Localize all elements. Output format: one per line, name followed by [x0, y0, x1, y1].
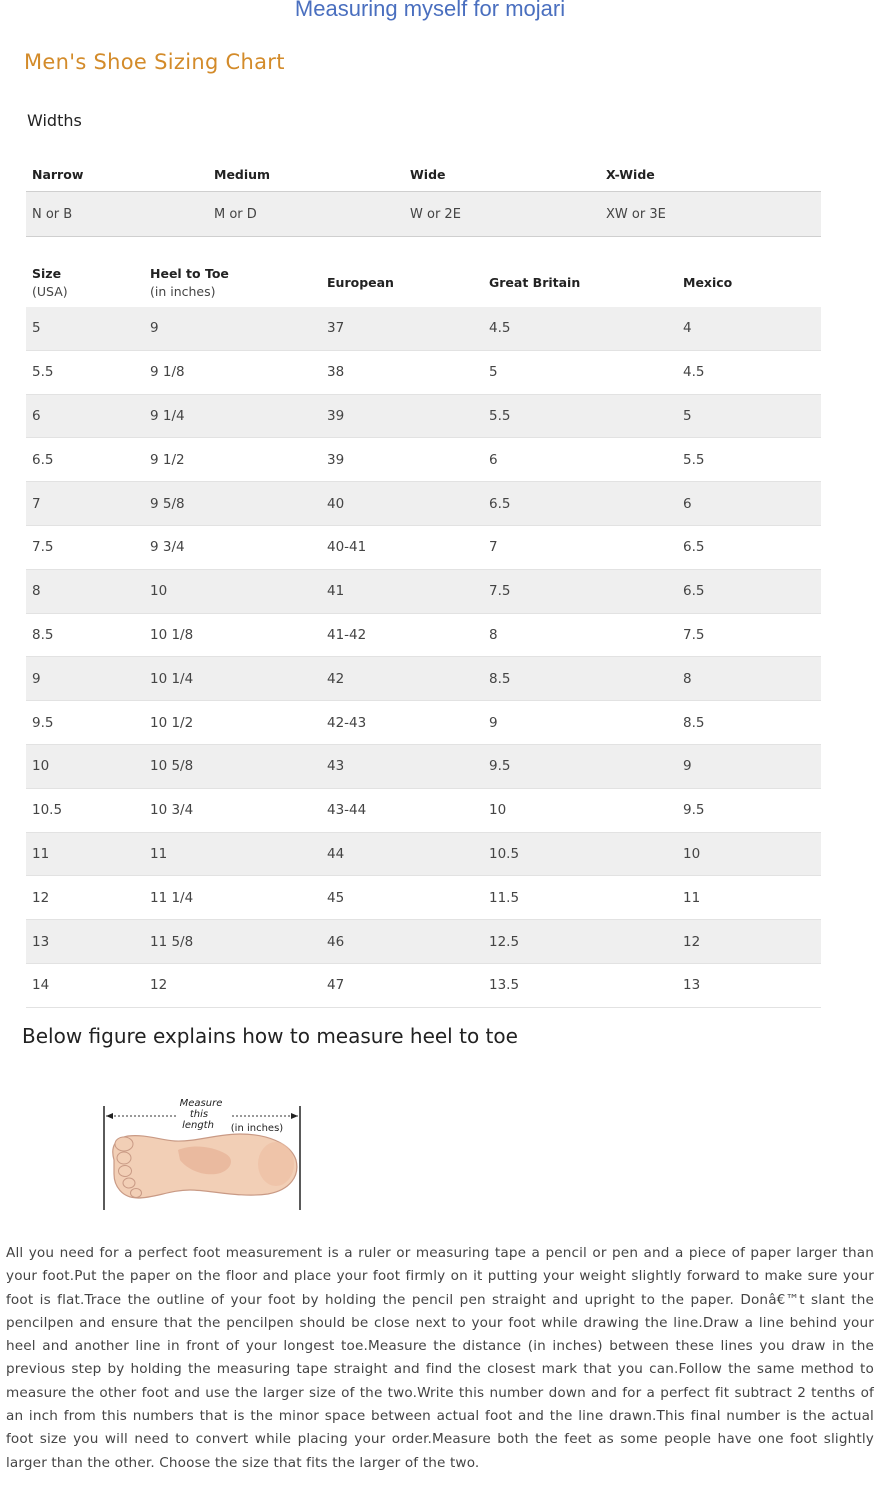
widths-table: [26, 158, 821, 237]
table-cell: 10: [32, 758, 50, 775]
table-cell: 5: [489, 364, 498, 381]
table-cell: 5: [683, 407, 692, 424]
table-cell: 44: [327, 845, 345, 862]
table-cell: 11: [683, 889, 701, 906]
table-row: [26, 657, 821, 701]
table-cell: 9: [489, 714, 498, 731]
table-cell: 13: [32, 933, 50, 950]
table-cell: 10: [683, 845, 701, 862]
table-cell: 12: [683, 933, 701, 950]
page-title: Measuring myself for mojari: [294, 0, 566, 21]
table-cell: 10 3/4: [150, 802, 194, 819]
table-cell: 6: [489, 451, 498, 468]
table-cell: 7: [32, 495, 41, 512]
table-cell: 37: [327, 320, 345, 337]
table-row: [26, 964, 821, 1008]
table-cell: 7.5: [32, 539, 54, 556]
table-cell: 4.5: [489, 320, 511, 337]
table-row: [26, 745, 821, 789]
table-row: [26, 614, 821, 658]
table-cell: 47: [327, 977, 345, 994]
header-main: Great Britain: [489, 274, 581, 290]
size-header-row: [26, 258, 821, 307]
size-rows: [26, 307, 821, 1008]
widths-header-row: [26, 158, 821, 192]
table-cell: 5.5: [32, 364, 54, 381]
arrow-left-icon: [106, 1113, 113, 1119]
table-cell: 5.5: [683, 451, 705, 468]
table-row: [26, 789, 821, 833]
size-header-cell: [26, 265, 150, 301]
table-cell: 10 1/2: [150, 714, 194, 731]
table-cell: 6.5: [683, 583, 705, 600]
toe-4: [123, 1178, 135, 1188]
widths-value-cell: N or B: [32, 206, 73, 222]
size-header-cell: [150, 265, 327, 301]
table-row: [26, 395, 821, 439]
table-row: [26, 570, 821, 614]
table-cell: 38: [327, 364, 345, 381]
table-cell: 6: [683, 495, 692, 512]
table-cell: 8: [489, 626, 498, 643]
table-cell: 40-41: [327, 539, 367, 556]
table-cell: 39: [327, 407, 345, 424]
measure-label-line3: length: [182, 1120, 214, 1131]
toe-2: [117, 1152, 131, 1164]
toe-1: [115, 1137, 133, 1151]
table-cell: 8: [32, 583, 41, 600]
table-cell: 10 1/8: [150, 626, 194, 643]
table-cell: 9 3/4: [150, 539, 185, 556]
table-cell: 8.5: [489, 670, 511, 687]
table-cell: 9: [150, 320, 159, 337]
widths-header-cell: Wide: [410, 167, 446, 182]
widths-value-cell: M or D: [214, 206, 257, 222]
measurement-instructions: All you need for a perfect foot measurement is a ruler or measuring tape a pencil or pen and a piece of paper larger than your foot.Put the paper on the floor and place your foot firmly on it putting your weight slightly forward to make sure your foot is flat.Trace the outline of your foot by holding the pencil pen straight and upright to the paper. Donâ€™t slant the pencilpen and ensure that the pencilpen should be close next to your foot while drawing the line.Draw a line behind your heel and another line in front of your longest toe.Measure the distance (in inches) between these lines you draw in the previous step by holding the measuring tape straight and find the closest mark that you can.Follow the same method to measure the other foot and use the larger size of the two.Write this number down and for a perfect fit subtract 2 tenths of an inch from this numbers that is the minor space between actual foot and the line drawn.This final number is the actual foot size you will need to convert while placing your order.Measure both the feet as some people have one foot slightly larger than the other. Choose the size that fits the larger of the two.: [6, 1245, 874, 1471]
table-cell: 9 5/8: [150, 495, 185, 512]
measure-units-label: (in inches): [230, 1123, 284, 1134]
widths-heading: Widths: [27, 111, 82, 130]
table-cell: 42-43: [327, 714, 367, 731]
table-cell: 8.5: [683, 714, 705, 731]
table-cell: 42: [327, 670, 345, 687]
table-cell: 39: [327, 451, 345, 468]
table-cell: 9.5: [683, 802, 705, 819]
table-cell: 14: [32, 977, 50, 994]
table-cell: 12: [150, 977, 168, 994]
table-cell: 9 1/8: [150, 364, 185, 381]
heel-pad: [258, 1142, 294, 1186]
table-cell: 10.5: [489, 845, 520, 862]
table-cell: 10 5/8: [150, 758, 194, 775]
toe-3: [119, 1166, 132, 1177]
table-cell: 6: [32, 407, 41, 424]
widths-value-cell: XW or 3E: [606, 206, 666, 222]
table-cell: 12: [32, 889, 50, 906]
header-main: Heel to Toe: [150, 265, 229, 281]
table-cell: 10: [150, 583, 168, 600]
table-row: [26, 833, 821, 877]
table-cell: 11 1/4: [150, 889, 194, 906]
table-row: [26, 876, 821, 920]
table-cell: 4.5: [683, 364, 705, 381]
table-cell: 11: [32, 845, 50, 862]
table-cell: 9: [32, 670, 41, 687]
size-header-cell: [683, 274, 821, 292]
table-row: [26, 701, 821, 745]
table-cell: 41: [327, 583, 345, 600]
widths-header-cell: Narrow: [32, 167, 84, 182]
table-row: [26, 482, 821, 526]
table-cell: 7.5: [683, 626, 705, 643]
table-cell: 46: [327, 933, 345, 950]
table-row: [26, 438, 821, 482]
table-cell: 6.5: [489, 495, 511, 512]
table-cell: 4: [683, 320, 692, 337]
widths-header-cell: X-Wide: [606, 167, 655, 182]
chart-title: Men's Shoe Sizing Chart: [24, 50, 285, 74]
table-cell: 6.5: [32, 451, 54, 468]
header-main: Mexico: [683, 274, 733, 290]
table-cell: 9 1/4: [150, 407, 185, 424]
size-header-cell: [327, 274, 489, 292]
table-cell: 12.5: [489, 933, 520, 950]
table-cell: 11 5/8: [150, 933, 194, 950]
table-cell: 9 1/2: [150, 451, 185, 468]
table-cell: 5.5: [489, 407, 511, 424]
table-cell: 8: [683, 670, 692, 687]
table-cell: 9: [683, 758, 692, 775]
header-sub: (USA): [32, 283, 68, 299]
widths-value-cell: W or 2E: [410, 206, 461, 222]
figure-heading: Below figure explains how to measure heel to toe: [22, 1024, 518, 1048]
measure-label-line1: Measure: [179, 1098, 223, 1109]
table-cell: 43-44: [327, 802, 367, 819]
table-row: [26, 526, 821, 570]
table-cell: 9.5: [32, 714, 54, 731]
table-cell: 10 1/4: [150, 670, 194, 687]
table-cell: 7.5: [489, 583, 511, 600]
table-cell: 40: [327, 495, 345, 512]
table-cell: 11: [150, 845, 168, 862]
arrow-right-icon: [291, 1113, 298, 1119]
table-cell: 41-42: [327, 626, 367, 643]
header-main: Size: [32, 265, 62, 281]
table-cell: 43: [327, 758, 345, 775]
table-cell: 9.5: [489, 758, 511, 775]
table-cell: 13.5: [489, 977, 520, 994]
table-cell: 8.5: [32, 626, 54, 643]
table-row: [26, 920, 821, 964]
widths-header-cell: Medium: [214, 167, 271, 182]
table-cell: 13: [683, 977, 701, 994]
table-cell: 5: [32, 320, 41, 337]
table-row: [26, 351, 821, 395]
table-row: [26, 307, 821, 351]
table-cell: 6.5: [683, 539, 705, 556]
table-cell: 10: [489, 802, 507, 819]
table-cell: 10.5: [32, 802, 63, 819]
size-header-cell: [489, 274, 683, 292]
widths-value-row: [26, 192, 821, 237]
toe-5: [131, 1189, 142, 1198]
table-cell: 7: [489, 539, 498, 556]
measure-label-line2: this: [189, 1109, 209, 1120]
table-cell: 11.5: [489, 889, 520, 906]
table-cell: 45: [327, 889, 345, 906]
header-main: European: [327, 274, 394, 290]
size-table: [26, 258, 821, 1008]
header-sub: (in inches): [150, 283, 216, 299]
foot-measure-figure: [100, 1094, 305, 1212]
